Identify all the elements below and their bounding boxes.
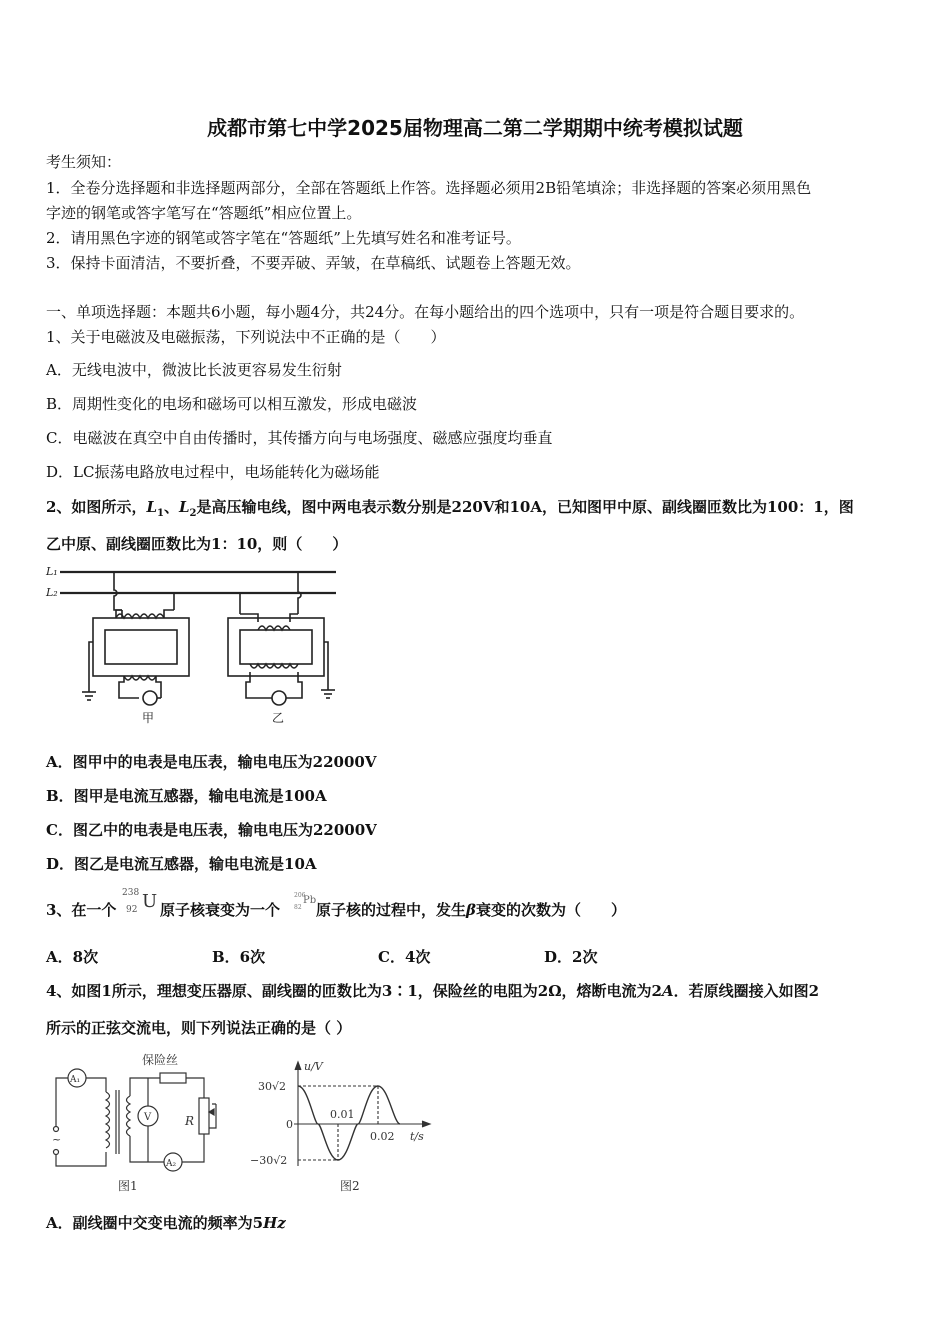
ac-source-symbol: ~ [52,1133,62,1146]
q3-option-b: B．6次 [212,948,266,966]
question-3-stem-post: 原子核的过程中，发生β衰变的次数为（ ） [316,901,626,919]
lead-notation: 206 82 Pb [294,892,317,911]
question-2-stem: 2、如图所示，$L_1$、$L_2$是高压输电线，图中两电表示数分别是220V和10A，已知图甲中原、副线圈匝数比为100：1，图 [46,498,854,519]
question-3-stem-mid: 原子核衰变为一个 [160,901,281,919]
q3-option-d: D．2次 [544,948,598,966]
question-2-stem-line2: 乙中原、副线圈匝数比为1：10，则（ ） [46,535,348,553]
notice-item: 1．全卷分选择题和非选择题两部分，全部在答题纸上作答。选择题必须用2B铅笔填涂；非选择题的答案必须用黑色 [46,179,812,197]
q4-option-a: A．副线圈中交变电流的频率为5Hz [46,1214,286,1232]
caption-yi: 乙 [272,711,285,725]
notice-item: 字迹的钢笔或答字笔写在“答题纸”相应位置上。 [46,204,362,222]
notice-item: 3．保持卡面清洁，不要折叠，不要弄破、弄皱，在草稿纸、试题卷上答题无效。 [46,254,581,272]
ammeter-a2-label: A₂ [166,1159,177,1169]
graph-ymax-label: 30√2 [258,1080,287,1093]
question-4-stem-line2: 所示的正弦交流电，则下列说法正确的是（ ） [46,1019,352,1037]
q2-transformer-figure [44,562,344,732]
q2-option-d: D．图乙是电流互感器，输电电流是10A [46,855,317,873]
q4-voltage-graph [250,1056,440,1201]
page-title: 成都市第七中学2025届物理高二第二学期期中统考模拟试题 [207,116,743,140]
fuse-label: 保险丝 [142,1053,179,1067]
uranium-notation: 238 92 U [122,888,158,915]
voltmeter-label: V [144,1112,152,1123]
q1-option-d: D．LC振荡电路放电过程中，电场能转化为磁场能 [46,463,380,481]
ammeter-a1-label: A₁ [70,1075,81,1085]
question-4-stem: 4、如图1所示，理想变压器原、副线圈的匝数比为3∶1，保险丝的电阻为2Ω，熔断电流为2A．若原线圈接入如图2 [46,982,820,1000]
resistor-r-label: R [185,1114,195,1128]
graph-origin-label: 0 [286,1118,293,1131]
q2-option-c: C．图乙中的电表是电压表，输电电压为22000V [46,821,377,839]
question-1-stem: 1、关于电磁波及电磁振荡，下列说法中不正确的是（ ） [46,328,446,346]
label-l1: L₁ [46,565,58,578]
notice-heading: 考生须知： [46,153,122,171]
q2-option-a: A．图甲中的电表是电压表，输电电压为22000V [46,753,377,771]
graph-ylabel: u/V [304,1060,323,1073]
graph-t2-label: 0.02 [370,1130,395,1143]
q1-option-c: C．电磁波在真空中自由传播时，其传播方向与电场强度、磁感应强度均垂直 [46,429,553,447]
section-heading: 一、单项选择题：本题共6小题，每小题4分，共24分。在每小题给出的四个选项中，只有一项是符合题目要求的。 [46,303,805,321]
q3-option-a: A．8次 [46,948,99,966]
q4-circuit-figure [48,1050,228,1200]
caption-jia: 甲 [142,711,155,725]
question-3-stem-pre: 3、在一个 [46,901,117,919]
graph-ymin-label: −30√2 [250,1154,288,1167]
q3-option-c: C．4次 [378,948,431,966]
graph-t1-label: 0.01 [330,1108,355,1121]
figure-1-caption: 图1 [118,1179,138,1193]
label-l2: L₂ [46,586,58,599]
q2-option-b: B．图甲是电流互感器，输电电流是100A [46,787,327,805]
notice-item: 2．请用黑色字迹的钢笔或答字笔在“答题纸”上先填写姓名和准考证号。 [46,229,521,247]
q1-option-a: A．无线电波中，微波比长波更容易发生衍射 [46,361,342,379]
graph-xlabel: t/s [410,1130,424,1143]
q1-option-b: B．周期性变化的电场和磁场可以相互激发，形成电磁波 [46,395,418,413]
figure-2-caption: 图2 [340,1179,360,1193]
